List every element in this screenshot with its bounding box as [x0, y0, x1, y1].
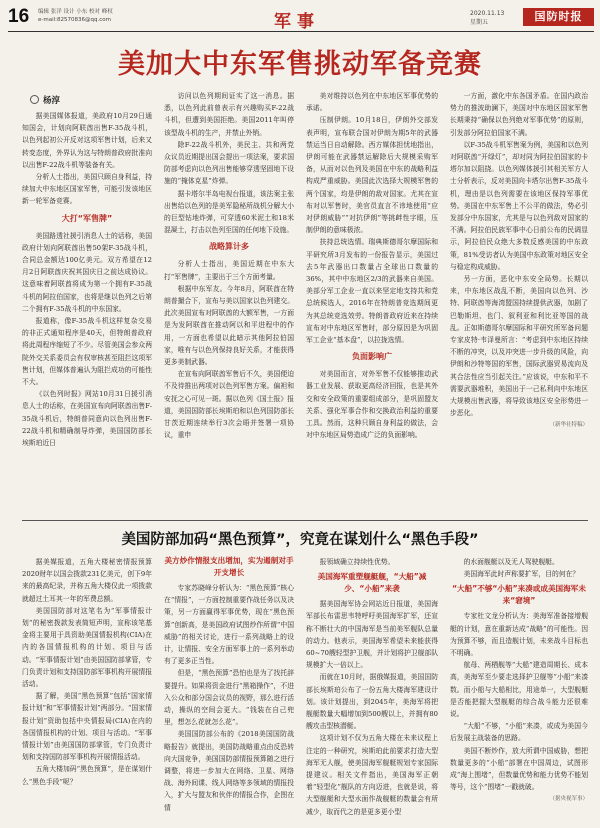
paragraph: 据美国媒体报道，美政府10月29日通知国会，计划向阿联酋出售F-35战斗机，以色列起初公开反对这项军售计划，后来又转变态度，外界认为这与特朗普政府批准向以出售F-22战斗机等装备有关。 [22, 112, 152, 169]
paragraph: 除F-22战斗机外，美民主、共和两党众议员近期提出国会提出一项法案，要求国防部考虑向以色列出售能够穿透坚固地下设施的“掩体克星”炸弹。 [164, 140, 294, 186]
article2-column-2 [164, 552, 294, 824]
paragraph: 的水面舰艇以及无人驾驶舰艇。 [463, 558, 559, 566]
editors: 编辑 张洋 设计 小东 校对 峰权 [38, 9, 113, 15]
byline [30, 94, 60, 106]
date-info [470, 9, 504, 27]
paragraph: 以F-35战斗机军售案为例，美国和以色列对阿联酋“开绿灯”，却对同为阿拉伯国家的卡塔尔加以阻挠。以色列媒体援引其相关军方人士分析表示，反对美国向卡塔尔出售F-35战斗机，理由是以色列需要在该地区保持军事优势。美国在中东军售上不公平的做法，势必引发部分中东国家，尤其是与以色列敌对国家的不满。阿拉伯民族军事中心日前公布的民调显示，阿拉伯民众绝大多数反感美国的中东政策，81%受访者认为美国中东政策对地区安全与稳定构成威胁。 [450, 140, 588, 271]
page-number: 16 [8, 6, 30, 27]
paragraph: 五角大楼加码“黑色预算”，是在谋划什么“黑色手段”呢？ [22, 765, 152, 786]
paragraph: 一方面，激化中东各国矛盾。在国内政治势力的推波助澜下，美国对中东地区国家军售长期秉持“确保以色列绝对军事优势”的原则，引发部分阿拉伯国家不满。 [450, 92, 588, 137]
weekday: 星期五 [470, 19, 489, 26]
paragraph: 美国国防部对这笔名为“军事情报计划”的秘密拨款发表简短声明，宣称该笔基金将主要用于具资助美国情报机构(CIA)在内的各国情报机构的计划、项目与活动。“军事情报计划”由美国国防部掌管，专门负责计划和支持国防部军事机构开展情报活动。 [22, 606, 152, 689]
paragraph: 报道称，像F-35战斗机这样复杂交易的非正式通知程序是40天，但特朗普政府将此周程序缩短了不少。尽管美国会参众两院外交关系委员会有权审核甚至阻拦这项军售计划，但媒体普遍认为阻拦成功的可能性不大。 [22, 317, 152, 387]
article1-column-4 [450, 90, 588, 514]
article2-column-3 [306, 556, 438, 824]
paragraph: 另一方面，恶化中东安全局势。长期以来，中东地区战乱不断，美国向以色列、沙特、阿联酋等海湾盟国持续提供武器，加剧了巴勒斯坦、也门、叙利亚和利比亚等国的战乱。正如斯德哥尔摩国际和平研究所军备问题专家皮特·韦泽曼所言：“考虑到中东地区持续不断的冲突，以及冲突进一步升级的风险，向伊朗和沙特等国的军售，国际武器贸易流向及其合法性应当引起关注。”应该说，中东和平不需要武器堆积，美国出于一己私利向中东地区大规模出售武器，将导致该地区安全形势进一步恶化。 [450, 275, 588, 418]
section-title: 军事 [274, 12, 320, 32]
paragraph: 根据中东军友。今年8月，阿联酋在特朗普撮合下，宣布与美以国家以色列建交。此次美国宣布对阿联酋的大额军售，一方面是为发阿联酋在推动阿以和平进程中的作用，一方面也希望以此暗示其他阿拉伯国家，唯有与以色列保持良好关系，才能获得更多美制武器。 [164, 284, 294, 367]
credit-1: （新华社特稿） [549, 422, 588, 429]
paragraph: 压制伊朗。10月18日，伊朗外交部发表声明，宣布联合国对伊朗为期5年的武器禁运当日自动解除。西方媒体担忧地指出，伊朗可能在武器禁运解除后大规模采购军备，从而对以色列及美国在中东的战略利益构成严重威胁。美国此次选择大规模军售的两个国家，均是伊朗的敌对国家。尤其在宣布对以军售时，美官员直言不讳地使用“应对伊朗威胁”“对抗伊朗”等挑衅性字眼，压制伊朗的意味极浓。 [306, 116, 438, 235]
paragraph: 据美国海军协会网站近日报道，美国海军部长布雷思韦特呼吁美国海军扩军，还宣称不断壮大的中国海军是当前美军舰队总量的动力。他表示，美国海军希望未来能获得60~70艘轻型护卫舰，并计划将护卫舰部队规模扩大一倍以上。 [306, 600, 438, 670]
paragraph: 据了解，美国“黑色预算”包括“国家情报计划”和“军事情报计划”两部分。“国家情报计划”资助包括中央情报局(CIA)在内的各国情报机构的计划、项目与活动。“军事情报计划”由美国国防部掌管，专门负责计划和支持国防部军事机构开展情报活动。 [22, 692, 152, 762]
paragraph: 《以色列时报》网站10月31日援引消息人士的话称，在美国宣布向阿联酋出售F-35战斗机后，特朗普同意向以色列出售F-22战斗机和精确制导炸弹，美国国防部长埃斯珀近日 [22, 390, 152, 448]
paragraph: 分析人士指出，美国只顾自身利益，持续加大中东地区国家军售，可能引发该地区新一轮军备竞赛。 [22, 173, 152, 206]
subheading-1: 大打“军售牌” [61, 213, 113, 223]
credit-2: （据央视军事） [549, 796, 588, 803]
subheading-2: 战略算计多 [209, 242, 249, 252]
page-header [8, 6, 594, 32]
editor-info [38, 8, 113, 24]
paragraph: “大船”不够，“小船”来凑，或成为美国今后发展主战装备的思路。 [450, 722, 588, 743]
main-headline: 美加大中东军售挑动军备竞赛 [118, 49, 482, 80]
paragraph: 航母、两栖舰等“大船”建造周期长、成本高，美海军至少要走选择护卫舰等“小船”来凑数。而小船与大船相比，用途单一，大型舰艇是否能把握大型舰艇的综合战斗能力还很难说。 [450, 661, 588, 719]
paragraph: 美国海军此时声称要扩军，目的何在？ [463, 570, 580, 579]
paragraph: 据卡塔尔半岛电视台报道，该法案主张出售给以色列的是美军隐秘所战机分解大小的巨型钻地炸弹，可穿透60米泥土和18米混凝土，打击以色列至国的任何地下设施。 [164, 189, 294, 235]
paragraph: 美对维持以色列在中东地区军事优势的承诺。 [306, 92, 438, 113]
paragraph: 分析人士指出，美国近期在中东大打“军售牌”，主要出于三个方面考量。 [164, 260, 294, 281]
subheading-4: 美方炒作情报支出增加，实为遏制对手开支增长 [164, 556, 294, 577]
paragraph: 专家苏晓峰分析认为：“黑色预算”核心在“情报”，一方面控制重要作战任务以及决策，另一方面赢得军事优势，现在“黑色预算”创新高，是美国政府试图炒作所谓“中国威胁”的相关讨论，进行一系列战略上的设计，让情报、安全方面军事上的一系列举动有了更多正当性。 [164, 584, 294, 666]
author-name: 杨淳 [43, 96, 61, 106]
paragraph: 但是，“黑色预算”恐怕也是为了找托辞要提升。如果将资金进行“黑箱操作”，不进入公众和部分国会议员的视野，那么进行活动，操纵的空间会更大。“钱装在自己兜里，想怎么花就怎么花”。 [164, 669, 294, 727]
paragraph: 美国不断炒作，放大所谓中国威胁，想把数量更多的“小船”部署在中国周边，试图形成“海上围堵”，但数量优势和能力优势不能划等号，这个“围堵”一戳就破。 [450, 746, 588, 792]
paragraph: 访问以色列期间证实了这一消息。据悉，以色列此前曾表示有兴趣购买F-22战斗机，但遭到美国拒绝。美国2011年叫停该型战斗机的生产，并禁止外销。 [164, 92, 294, 137]
paper-logo: 国防时报 [523, 8, 594, 26]
article1-column-3 [306, 90, 438, 514]
date: 2020.11.13 [470, 10, 505, 17]
subheading-5: 美国海军重塑舰艇舰，“大船”减少、“小船”来袭 [317, 572, 427, 594]
author-icon [30, 95, 39, 104]
paragraph: 这项计划不仅为五角大楼在未来议程上注定的一种研究，埃斯珀此前要求打造大型海军无人舰，使美国海军舰艇规划专家国际提建议。相关文件指出，美国海军正朝着“轻型化”舰队的方向迈进，也就是说，将大型舰艇和大型水面作战舰艇的数量会有所减少，取而代之的是更多更小型 [306, 734, 438, 816]
paragraph: 美国路透社援引消息人士的话称，美国政府计划向阿联酋出售50架F-35战斗机，合同总金额达100亿美元。双方希望在12月2日阿联酋庆祝其国庆日之前达成协议。这意味着阿联酋将成为第一个拥有F-35战斗机的阿拉伯国家，也将是继以色列之后第二个拥有F-35战斗机的中东国家。 [22, 231, 152, 313]
paragraph: 专家杜文龙分析认为：美海军准备接增舰艇的计划，意在重新达成“战略”的可能性。因为预算不够，而且造舰计划，未来战斗目标也不明确。 [450, 612, 588, 658]
second-headline: 美国防部加码“黑色预算”，究竟在谋划什么“黑色手段” [121, 532, 479, 548]
paragraph: 对美国而言，对外军售不仅能够推动武器工业发展、获取更高经济回报，也是其外交和安全政策的重要组成部分，是巩固盟友关系、强化军事合作和交换政治利益的重要工具。然而，这种只顾自身利益的做法，会对中东地区局势造成广泛的负面影响。 [306, 370, 438, 440]
paragraph: 扶持总统选情。瑞典斯德哥尔摩国际和平研究所3月发布的一份报告显示，美国过去5年武器出口数量占全球出口数量的36%，其中中东地区2/3的武器来自美国。美部分军工企业一直以来坚定地支持共和党总统候选人，2016年在特朗普竞选期间更为其总统竞选效劳。特朗普政府近来在持续宣布对中东地区军售时，部分原因是为巩固军工企业“基本盘”，以拉拢选情。 [306, 238, 438, 345]
article1-column-2 [164, 90, 294, 514]
subheading-6: “大船”不够“小船”来凑或成美国海军未来“窘境” [452, 584, 586, 606]
article2-column-4 [450, 556, 588, 824]
paragraph: 而就在10月时，据俄媒报道，美国国防部长埃斯珀公布了一份五角大楼海军建设计划。该计划提出，到2045年，美海军将把舰艇数量大幅增加到500艘以上，并拥有80艘攻击型核潜艇。 [306, 673, 438, 731]
article2-column-1 [22, 556, 152, 824]
subheading-3: 负面影响广 [352, 352, 392, 362]
paragraph: 美国国防部公布的《2018美国国防战略报告》就提出，美国防战略重点由反恐转向大国竞争，美国国防部情报预算随之进行调整，将进一步加大在网络、卫星、网络战、海外间谍、线人网络等多领域的情报投入，扩大与盟友和伙伴的情报合作，企图在情 [164, 730, 294, 812]
article1-column-1 [22, 110, 152, 514]
paragraph: 在宣布向阿联酋军售后不久，美国便迫不及待推出两项对以色列军售方案。偏袒和安抚之心可见一斑。据以色列《国土报》报道，美国国防部长埃斯珀和以色列国防部长甘茨近期连续举行3次会晤并签署一项协议，重申 [164, 370, 294, 440]
paragraph: 报领域确立持续性优势。 [319, 558, 395, 566]
email: e-mail:82570836@qq.com [38, 17, 111, 23]
paragraph: 据美媒报道，五角大楼秘密情报预算2020财年以国会拨款231亿美元，创下9年来的最高纪录，并称五角大楼仅此一项拨款就超过土耳其一年的军费总额。 [22, 558, 152, 603]
article-divider [22, 520, 588, 521]
